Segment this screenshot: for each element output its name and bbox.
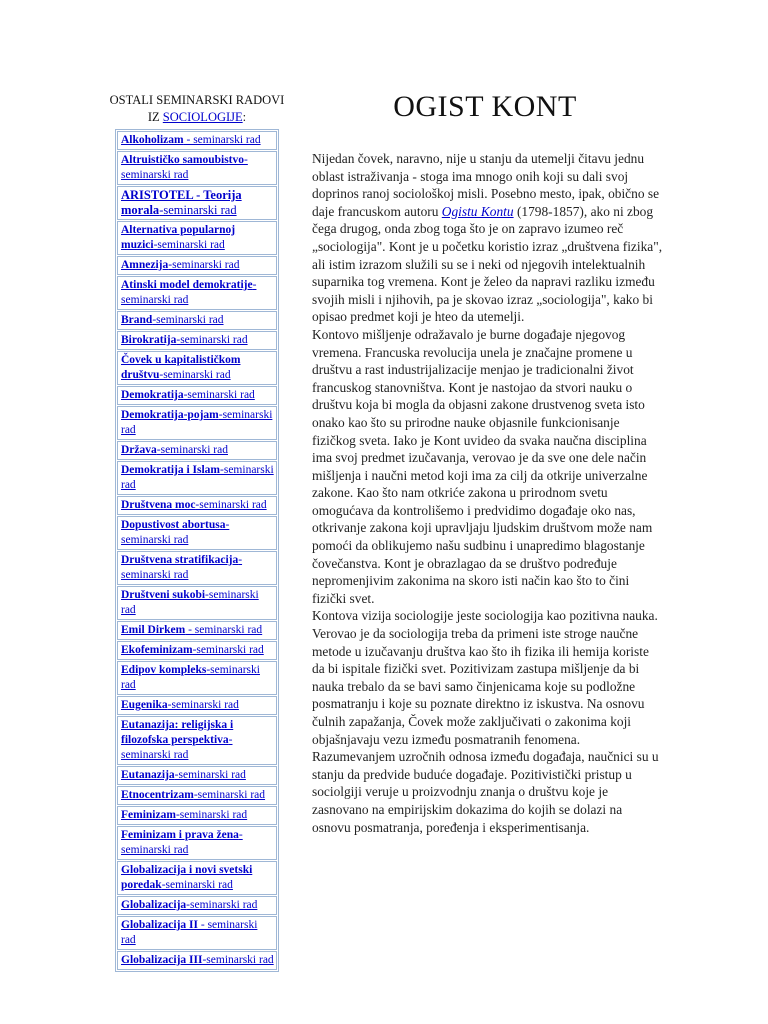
seminar-link-row [117, 826, 277, 860]
seminar-link-cell[interactable] [117, 806, 277, 825]
seminar-link-row [117, 441, 277, 460]
ogistu-kontu-link[interactable]: Ogistu Kontu [441, 203, 514, 219]
paragraph-1-text-a: Nijedan čovek, naravno, nije u stanju da utemelji čitavu jednu oblast istraživanja - stoga ima mnogo onih koji su dali svoj doprinos ranoj sociološkoj misli. Posebno mesto, ipak, obično se daje francuskom autoru [312, 151, 660, 219]
seminar-link-cell[interactable] [117, 386, 277, 405]
seminar-link-row [117, 916, 277, 950]
seminar-link[interactable] [121, 919, 257, 946]
seminar-link-cell[interactable] [117, 661, 277, 695]
seminar-link[interactable] [121, 789, 265, 801]
seminar-link-suffix[interactable]: -seminarski rad [159, 203, 237, 217]
seminar-link-title[interactable]: Feminizam i prava žena [121, 829, 239, 841]
seminar-link-row [117, 151, 277, 185]
seminar-link-title[interactable]: Dopustivost abortusa [121, 519, 226, 531]
seminar-link-title[interactable]: Alkoholizam [121, 134, 184, 146]
seminar-link-title[interactable]: Čovek u kapitalističkom društvu [121, 354, 241, 381]
paragraph-1-text-b: (1798-1857), ako ni zbog čega drugog, onda zbog toga što je on zapravo izumeo reč „sociologija". Kont je u početku koristio izraz „društvena fizika", ali istim izrazom služili su se i neki od njegovih intelektualnih suparnika tog vremena. Kont je želeo da napravi razliku između svojih misli i njihovih, pa je skovao izraz „sociologija", kako bi opisao predmet koji je hteo da utemelji. [312, 203, 663, 325]
seminar-link-suffix[interactable]: -seminarski rad [174, 769, 246, 781]
seminar-link-suffix[interactable]: - seminarski rad [183, 134, 261, 146]
seminar-link-cell[interactable] [117, 276, 277, 310]
seminar-link-cell[interactable] [117, 151, 277, 185]
seminar-link-suffix[interactable]: -seminarski rad [121, 664, 260, 691]
seminar-link-cell[interactable] [117, 131, 277, 150]
seminar-link-cell[interactable] [117, 351, 277, 385]
seminar-link-cell[interactable] [117, 586, 277, 620]
seminar-link-suffix[interactable]: -seminarski rad [121, 154, 248, 181]
seminar-link-cell[interactable] [117, 256, 277, 275]
seminar-link-suffix[interactable]: -seminarski rad [152, 314, 224, 326]
seminar-link[interactable] [121, 334, 248, 346]
seminar-link-suffix[interactable]: -seminarski rad [121, 279, 257, 306]
seminar-link-title[interactable]: Altruističko samoubistvo [121, 154, 244, 166]
seminar-link-suffix[interactable]: -seminarski rad [168, 259, 240, 271]
seminar-link-title[interactable]: Eugenika [121, 699, 168, 711]
seminar-link-title[interactable]: Demokratija [121, 389, 184, 401]
seminar-link-suffix[interactable]: -seminarski rad [121, 829, 243, 856]
seminar-link[interactable] [121, 899, 257, 911]
seminar-link-suffix[interactable]: -seminarski rad [121, 589, 259, 616]
seminar-link-row [117, 586, 277, 620]
seminar-link-suffix[interactable]: -seminarski rad [121, 409, 273, 436]
sidebar-heading-suffix: : [242, 110, 247, 124]
seminar-link-title[interactable]: Alternativa popularnoj muzici [121, 224, 236, 251]
article-title: OGIST KONT [393, 90, 577, 123]
seminar-link-row [117, 331, 277, 350]
sidebar-heading-prefix: IZ [147, 110, 163, 124]
seminar-link[interactable] [121, 589, 259, 616]
seminar-links-table [115, 129, 279, 972]
seminar-link-title[interactable]: Atinski model demokratije [121, 279, 253, 291]
seminar-link-title[interactable]: ARISTOTEL - Teorija morala [121, 188, 242, 217]
seminar-link-title[interactable]: Globalizacija i novi svetski poredak [121, 864, 253, 891]
seminar-link-cell[interactable] [117, 496, 277, 515]
seminar-link-row [117, 766, 277, 785]
seminar-link-cell[interactable] [117, 716, 277, 765]
seminar-link-row [117, 716, 277, 765]
article-paragraph-2: Kontovo mišljenje odražavalo je burne događaje njegovog vremena. Francuska revolucija unela je značajne promene u društvu a rast industrijalizacije menjao je tradicionalni život francuskog stanovništva. Kont je nastojao da stvori nauku o društvu koja bi mogla da objasni zakone drustvenog sveta isto onako kao što su prirodne nauke objasnile funkcionisanje fizičkog sveta. Iako je Kont uvideo da svaka naučna disciplina ima svoj predmet izučavanja, verovao je da sve one dele način mišljenja i naučni metod koji ima za cilj da otkrije univerzalne zakone. Kao što nam otkriće zakona u prirodnom svetu omogućava da kontrolišemo i predvidimo događaje oko nas, otkrivanje zakona koji upravljaju ljudskim društvom može nam pomoći da oblikujemo našu sudbinu i unapredimo blagostanje čovečanstva. Kont je obrazlagao da se društvo podređuje nepromenjivim zakonima na skoro isti način kao što to čini fizički svet. [312, 326, 653, 606]
seminar-link-suffix[interactable]: -seminarski rad [121, 554, 243, 581]
seminar-link[interactable] [121, 864, 252, 891]
seminar-link-cell[interactable] [117, 221, 277, 255]
seminar-link-suffix[interactable]: -seminarski rad [167, 699, 239, 711]
seminar-link-suffix[interactable]: -seminarski rad [202, 954, 274, 966]
seminar-link[interactable] [121, 829, 243, 856]
seminar-link[interactable] [121, 554, 242, 581]
seminar-link[interactable] [121, 444, 228, 456]
seminar-link-title[interactable]: Brand [121, 314, 153, 326]
seminar-link[interactable] [121, 314, 224, 326]
seminar-link-row [117, 786, 277, 805]
seminar-link-suffix[interactable]: -seminarski rad [161, 879, 233, 891]
seminar-link-title[interactable]: Feminizam [121, 809, 176, 821]
seminar-link-row [117, 186, 277, 220]
seminar-link[interactable] [121, 389, 255, 401]
seminar-link[interactable] [121, 134, 261, 146]
seminar-link-title[interactable]: Etnocentrizam [121, 789, 194, 801]
seminar-link-title[interactable]: Globalizacija [121, 899, 187, 911]
seminar-link-title[interactable]: Ekofeminizam [121, 644, 193, 656]
seminar-link-row [117, 696, 277, 715]
seminar-link-row [117, 221, 277, 255]
seminar-links-body [117, 131, 277, 970]
seminar-link-suffix[interactable]: -seminarski rad [156, 444, 228, 456]
seminar-link-title[interactable]: Globalizacija III [121, 954, 203, 966]
seminar-link-title[interactable]: Globalizacija II [121, 919, 198, 931]
seminar-link[interactable] [121, 259, 239, 271]
seminar-link-suffix[interactable]: -seminarski rad [153, 239, 225, 251]
seminar-link-title[interactable]: Demokratija-pojam [121, 409, 219, 421]
seminar-link-suffix[interactable]: -seminarski rad [186, 899, 258, 911]
seminar-link-title[interactable]: Demokratija i Islam [121, 464, 221, 476]
seminar-link-row [117, 131, 277, 150]
seminar-link-cell[interactable] [117, 461, 277, 495]
seminar-link-title[interactable]: Birokratija [121, 334, 177, 346]
seminar-link-row [117, 951, 277, 970]
seminar-link[interactable] [121, 644, 264, 656]
seminar-link[interactable] [121, 464, 274, 491]
seminar-link-title[interactable]: Eutanazija: religijska i filozofska perspektiva [121, 719, 234, 746]
sidebar-heading [102, 92, 292, 126]
seminar-link-title[interactable]: Amnezija [121, 259, 169, 271]
seminar-link-title[interactable]: Eutanazija [121, 769, 175, 781]
seminar-link[interactable] [121, 354, 241, 381]
seminar-link-cell[interactable] [117, 331, 277, 350]
seminar-link-cell[interactable] [117, 826, 277, 860]
seminar-link-cell[interactable] [117, 916, 277, 950]
seminar-link-suffix[interactable]: -seminarski rad [195, 499, 267, 511]
seminar-link-cell[interactable] [117, 696, 277, 715]
seminar-link-suffix[interactable]: -seminarski rad [175, 809, 248, 821]
seminar-link-cell[interactable] [117, 311, 277, 330]
seminar-link[interactable] [121, 769, 246, 781]
seminar-link-suffix[interactable]: -seminarski rad [193, 789, 266, 801]
seminar-link-row [117, 551, 277, 585]
seminar-link-cell[interactable] [117, 786, 277, 805]
seminar-link-row [117, 516, 277, 550]
seminar-link-suffix[interactable]: - seminarski rad [121, 919, 258, 946]
seminar-link-cell[interactable] [117, 621, 277, 640]
seminar-link-cell[interactable] [117, 766, 277, 785]
seminar-link-cell[interactable] [117, 516, 277, 550]
seminar-link-row [117, 496, 277, 515]
seminar-link-title[interactable]: Društvena moc [121, 499, 196, 511]
seminar-link-suffix[interactable]: -seminarski rad [121, 734, 233, 761]
seminar-link-cell[interactable] [117, 441, 277, 460]
article-paragraph-1 [312, 150, 664, 326]
seminar-link-title[interactable]: Država [121, 444, 157, 456]
sidebar-heading-line1: OSTALI SEMINARSKI RADOVI [109, 93, 285, 107]
seminar-link[interactable] [121, 954, 274, 966]
seminar-link-suffix[interactable]: -seminarski rad [121, 519, 230, 546]
seminar-link[interactable] [121, 224, 235, 251]
seminar-link-row [117, 351, 277, 385]
seminar-link-row [117, 276, 277, 310]
seminar-link-row [117, 406, 277, 440]
seminar-link[interactable] [121, 409, 272, 436]
sidebar [104, 92, 294, 126]
seminar-link[interactable] [121, 154, 248, 181]
sociologije-link[interactable]: SOCIOLOGIJE [162, 110, 243, 124]
seminar-link-row [117, 621, 277, 640]
seminar-link[interactable] [121, 519, 229, 546]
seminar-link-row [117, 461, 277, 495]
seminar-link[interactable] [121, 279, 256, 306]
seminar-link-row [117, 256, 277, 275]
seminar-link-row [117, 661, 277, 695]
seminar-link-cell[interactable] [117, 861, 277, 895]
seminar-link[interactable] [121, 624, 262, 636]
seminar-link-row [117, 641, 277, 660]
seminar-link-cell[interactable] [117, 641, 277, 660]
seminar-link-title[interactable]: Društveni sukobi [121, 589, 206, 601]
seminar-link-suffix[interactable]: - seminarski rad [185, 624, 263, 636]
seminar-link[interactable] [121, 664, 260, 691]
article-body [312, 150, 664, 836]
seminar-link-cell[interactable] [117, 186, 277, 220]
seminar-link-title[interactable]: Emil Dirkem [121, 624, 186, 636]
seminar-link-cell[interactable] [117, 951, 277, 970]
seminar-link-cell[interactable] [117, 551, 277, 585]
seminar-link-row [117, 861, 277, 895]
sidebar-heading-line2 [102, 109, 292, 126]
seminar-link[interactable] [121, 499, 267, 511]
seminar-link-suffix[interactable]: -seminarski rad [192, 644, 264, 656]
seminar-link-title[interactable]: Edipov kompleks [121, 664, 207, 676]
article-paragraph-3: Kontova vizija sociologije jeste sociologija kao pozitivna nauka. Verovao je da sociologija treba da primeni iste stroge naučne metode u izučavanju društva kao što ih fizika ili hemija koriste da bi ispitale fizički svet. Pozitivizam zastupa mišljenje da bi nauka trebalo da se bavi samo činjenicama koje su podložne posmatranju i koje su poznate direktno iz iskustva. Na osnovu čulnih zapažanja, Čovek može zaključivati o zakonima koji objašnjavaju vezu između posmatranih fenomena. Razumevanjem uzročnih odnosa između događaja, naučnici su u stanju da predvide buduće događaje. Pozitivistički pristup u sociolgiji veruje u proizvodnju znanja o društvu koje je zasnovano na empirijskim dokazima do kojih se dolazi na osnovu posmatranja, poređenja i eksperimentisanja. [312, 608, 659, 835]
seminar-link-row [117, 386, 277, 405]
seminar-link-suffix[interactable]: -seminarski rad [121, 464, 274, 491]
seminar-link-suffix[interactable]: -seminarski rad [159, 369, 231, 381]
seminar-link-cell[interactable] [117, 406, 277, 440]
seminar-link[interactable] [121, 719, 233, 761]
seminar-link-title[interactable]: Društvena stratifikacija [121, 554, 239, 566]
seminar-link-row [117, 896, 277, 915]
seminar-link-suffix[interactable]: -seminarski rad [183, 389, 255, 401]
seminar-link-row [117, 806, 277, 825]
seminar-link[interactable] [121, 188, 242, 217]
seminar-link-cell[interactable] [117, 896, 277, 915]
seminar-link-suffix[interactable]: -seminarski rad [176, 334, 248, 346]
seminar-link[interactable] [121, 809, 247, 821]
seminar-link[interactable] [121, 699, 239, 711]
seminar-link-row [117, 311, 277, 330]
